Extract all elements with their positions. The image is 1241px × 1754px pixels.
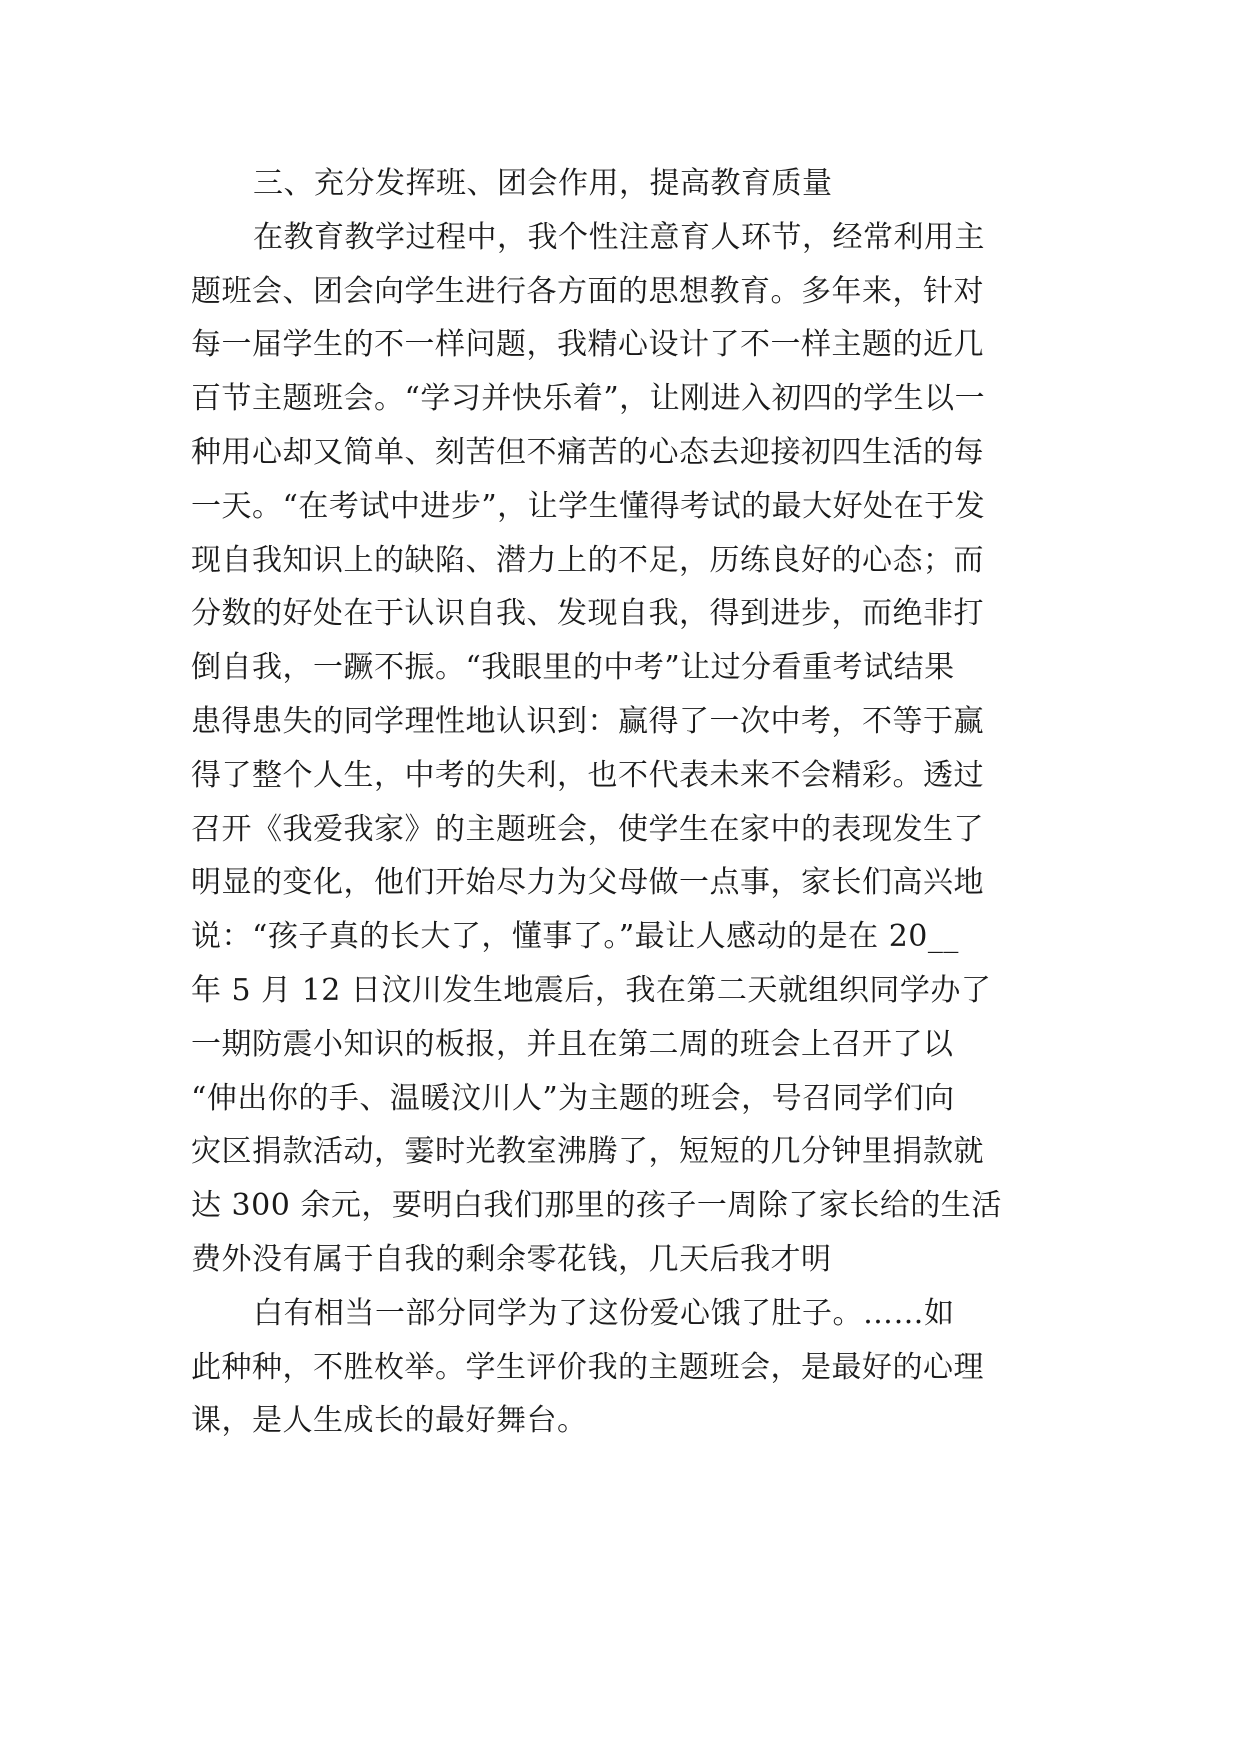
section-heading: 三、充分发挥班、团会作用，提高教育质量	[253, 166, 833, 201]
paragraph-1-line: 分数的好处在于认识自我、发现自我，得到进步，而绝非打	[191, 596, 984, 632]
paragraph-2-line: 课，是人生成长的最好舞台。	[191, 1403, 588, 1439]
paragraph-1-line: 得了整个人生，中考的失利，也不代表未来不会精彩。透过	[191, 757, 984, 793]
paragraph-1-line: “伸出你的手、温暖汶川人”为主题的班会，号召同学们向	[191, 1080, 955, 1116]
paragraph-1-line: 在教育教学过程中，我个性注意育人环节，经常利用主	[253, 219, 985, 255]
paragraph-1-line: 灾区捐款活动，霎时光教室沸腾了，短短的几分钟里捐款就	[191, 1134, 984, 1170]
paragraph-1-line: 年 5 月 12 日汶川发生地震后，我在第二天就组织同学办了	[191, 972, 992, 1008]
paragraph-1-line: 费外没有属于自我的剩余零花钱，几天后我才明	[191, 1241, 832, 1277]
document-body	[191, 157, 1051, 1448]
paragraph-1-line: 一天。“在考试中进步”，让学生懂得考试的最大好处在于发	[191, 488, 986, 524]
paragraph-1-line: 题班会、团会向学生进行各方面的思想教育。多年来，针对	[191, 273, 984, 309]
paragraph-1-line: 倒自我，一蹶不振。“我眼里的中考”让过分看重考试结果	[191, 650, 955, 686]
paragraph-1-line: 说：“孩子真的长大了，懂事了。”最让人感动的是在 20__	[191, 919, 959, 955]
paragraph-1-line: 召开《我爱我家》的主题班会，使学生在家中的表现发生了	[191, 811, 984, 847]
paragraph-1-line: 一期防震小知识的板报，并且在第二周的班会上召开了以	[191, 1026, 954, 1062]
paragraph-1-line: 种用心却又简单、刻苦但不痛苦的心态去迎接初四生活的每	[191, 434, 984, 470]
paragraph-1-line: 患得患失的同学理性地认识到：赢得了一次中考，不等于赢	[191, 703, 984, 739]
paragraph-1-line: 百节主题班会。“学习并快乐着”，让刚进入初四的学生以一	[191, 381, 986, 417]
paragraph-1-line: 每一届学生的不一样问题，我精心设计了不一样主题的近几	[191, 327, 984, 363]
paragraph-1-line: 达 300 余元，要明白我们那里的孩子一周除了家长给的生活	[191, 1188, 1002, 1224]
paragraph-1-line: 现自我知识上的缺陷、潜力上的不足，历练良好的心态；而	[191, 542, 984, 578]
paragraph-2-line: 白有相当一部分同学为了这份爱心饿了肚子。……如	[253, 1295, 955, 1331]
paragraph-1-line: 明显的变化，他们开始尽力为父母做一点事，家长们高兴地	[191, 865, 984, 901]
paragraph-2-line: 此种种，不胜枚举。学生评价我的主题班会，是最好的心理	[191, 1349, 984, 1385]
